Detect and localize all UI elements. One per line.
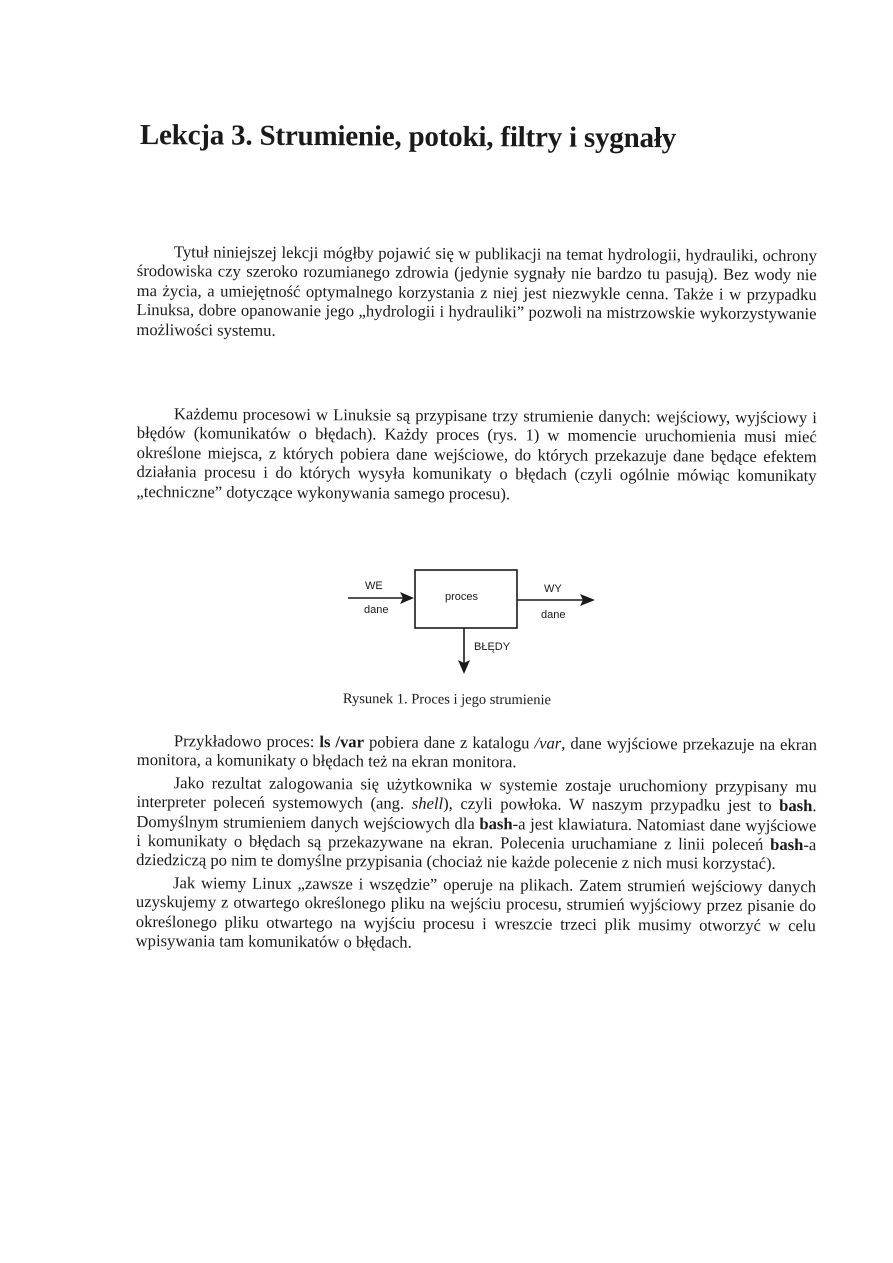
directory-var: /var: [534, 733, 562, 753]
p3-text-b: pobiera dane z katalogu: [363, 732, 535, 753]
paragraph-5: Jak wiemy Linux „zawsze i wszędzie” operuje na plikach. Zatem strumień wejściowy danych uzyskujemy z otwartego określonego pliku na wejściu procesu, strumień wyjściowy przez pisanie do określonego pliku otwartego na wyjściu procesu i wreszcie trzeci plik musimy otworzyć w celu wpisywania tam komunikatów o błędach.: [135, 873, 817, 952]
output-label-wy: WY: [544, 583, 562, 595]
output-label-dane: dane: [541, 609, 566, 621]
p4-text-d: -a jest klawiatura. Natomiast dane wyjściowe i komunikaty o błędach są przekazywane na ekran. Polecenia uruchamiane z linii poleceń: [136, 813, 817, 854]
lesson-title: Lekcja 3. Strumienie, potoki, filtry i sygnały: [139, 118, 677, 155]
process-streams-diagram: [340, 562, 610, 682]
process-box-label: proces: [445, 591, 479, 603]
term-bash-2: bash: [479, 813, 513, 833]
p4-text-b: ), czyli powłoka. W naszym przypadku jest to: [443, 794, 780, 816]
paragraph-4: [136, 773, 817, 874]
p4-text-a: Jako rezultat zalogowania się użytkownika w systemie zostaje uruchomiony przypisany mu interpreter poleceń systemowych (ang.: [136, 773, 817, 813]
error-label: BŁĘDY: [474, 641, 511, 653]
p4-text-c: . Domyślnym strumieniem danych wejściowych dla: [136, 796, 817, 833]
paragraph-3: [137, 731, 817, 774]
intro-paragraph-block: [136, 242, 817, 343]
command-ls-var: ls /var: [319, 732, 365, 752]
term-bash-1: bash: [779, 796, 813, 816]
term-shell: shell: [411, 793, 444, 814]
streams-paragraph-block: [136, 404, 817, 505]
examples-block: [136, 731, 817, 958]
term-bash-3: bash: [770, 834, 804, 855]
paragraph-1: Tytuł niniejszej lekcji mógłby pojawić się w publikacji na temat hydrologii, hydrauliki, ochrony środowiska czy szeroko rozumianego zdrowia (jedynie sygnały nie bardzo tu pasują). Bez wody nie ma życia, a umiejętność optymalnego korzystania z niej jest niezwykle cenna. Także i w przypadku Linuksa, dobre opanowanie jego „hydrologii i hydrauliki” pozwoli na mistrzowskie wykorzystywanie możliwości systemu.: [136, 242, 817, 340]
input-label-dane: dane: [364, 604, 389, 616]
input-label-we: WE: [365, 580, 383, 592]
figure-caption: Rysunek 1. Proces i jego strumienie: [342, 691, 552, 709]
p3-text-a: Przykładowo proces:: [173, 731, 320, 752]
p4-text-e: -a dziedziczą po nim te domyślne przypisania (chociaż nie każde polecenie z nich musi korzystać).: [136, 835, 817, 874]
paragraph-2: Każdemu procesowi w Linuksie są przypisane trzy strumienie danych: wejściowy, wyjściowy i błędów (komunikatów o błędach). Każdy proces (rys. 1) w momencie uruchomienia musi mieć określone miejsca, z których pobiera dane wejściowe, do których przekazuje dane będące efektem działania procesu i do których wysyła komunikaty o błędach (czyli ogólnie mówiąc komunikaty „techniczne” dotyczące wykonywania samego procesu).: [136, 404, 817, 503]
p3-text-c: , dane wyjściowe przekazuje na ekran monitora, a komunikaty o błędach też na ekran monitora.: [136, 733, 817, 772]
